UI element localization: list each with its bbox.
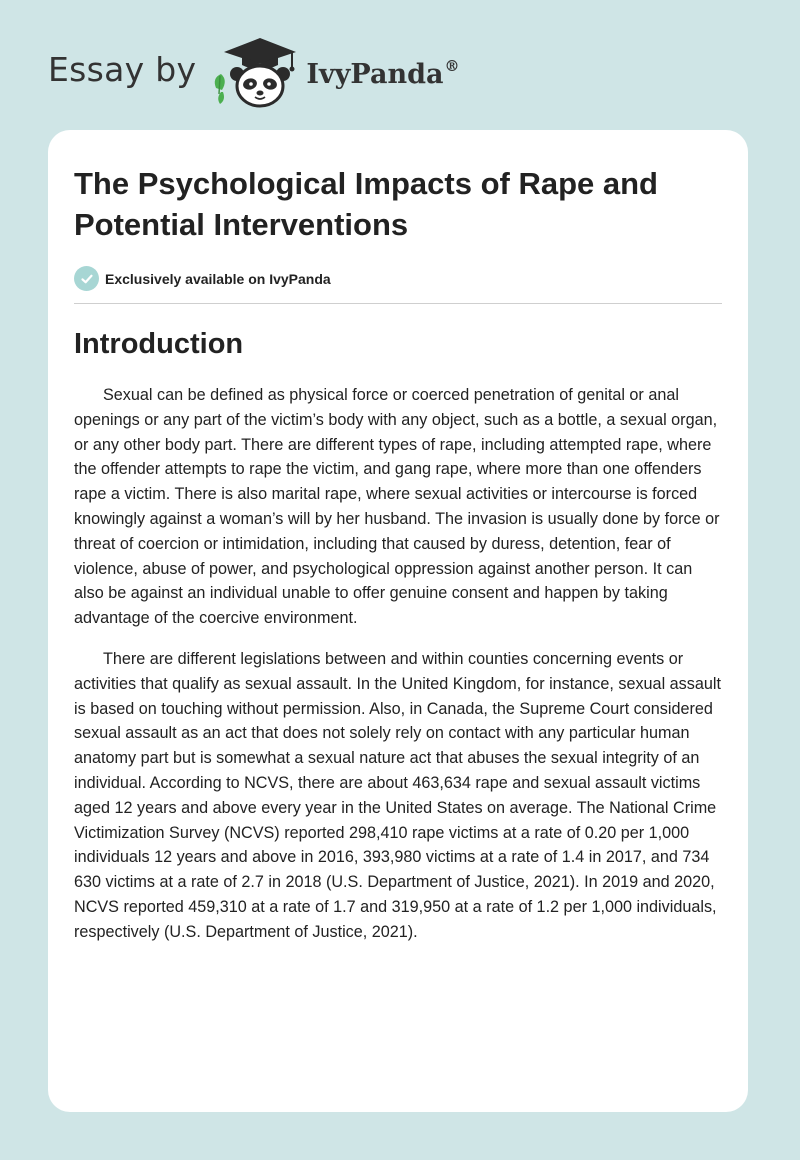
site-header [48, 34, 459, 110]
ivypanda-brand-name[interactable]: IvyPanda® [306, 56, 460, 90]
paragraph: There are different legislations between and within counties concerning events or activities that qualify as sexual assault. In the United Kingdom, for instance, sexual assault is based on touching without permission. Also, in Canada, the Supreme Court considered sexual assault as an act that does not solely rely on contact with any particular human anatomy part but is somewhat a sexual nature act that abuses the sexual integrity of an individual. According to NCVS, there are about 463,634 rape and sexual assault victims aged 12 years and above every year in the United States on average. The National Crime Victimization Survey (NCVS) reported 298,410 rape victims at a rate of 0.20 per 1,000 individuals 12 years and above in 2016, 393,980 victims at a rate of 1.4 in 2017, and 734 630 victims at a rate of 2.7 in 2018 (U.S. Department of Justice, 2021). In 2019 and 2020, NCVS reported 459,310 at a rate of 1.7 and 319,950 at a rate of 1.2 per 1,000 individuals, respectively (U.S. Department of Justice, 2021). [74, 649, 721, 941]
essay-card [48, 130, 748, 1112]
panda-logo-icon[interactable] [210, 34, 302, 110]
exclusive-badge-row [74, 266, 722, 304]
exclusive-label: Exclusively available on IvyPanda [105, 270, 331, 287]
essay-by-label: Essay by [48, 49, 197, 89]
essay-title: The Psychological Impacts of Rape and Potential Interventions [74, 166, 658, 242]
paragraph: Sexual can be defined as physical force or coerced penetration of genital or anal openings or any part of the victim’s body with any object, such as a bottle, a sexual organ, or any other body part. There are different types of rape, including attempted rape, where the offender attempts to rape the victim, and gang rape, where more than one offenders rape a victim. There is also marital rape, where sexual activities or intercourse is forced knowingly against a woman’s will by her husband. The invasion is usually done by force or threat of coercion or intimidation, including that caused by duress, detention, fear of violence, abuse of power, and psychological oppression against another person. It can also be against an individual unable to offer genuine consent and happen by taking advantage of the coercive environment. [74, 386, 720, 628]
check-icon [74, 266, 99, 291]
section-heading-introduction: Introduction [74, 328, 244, 360]
